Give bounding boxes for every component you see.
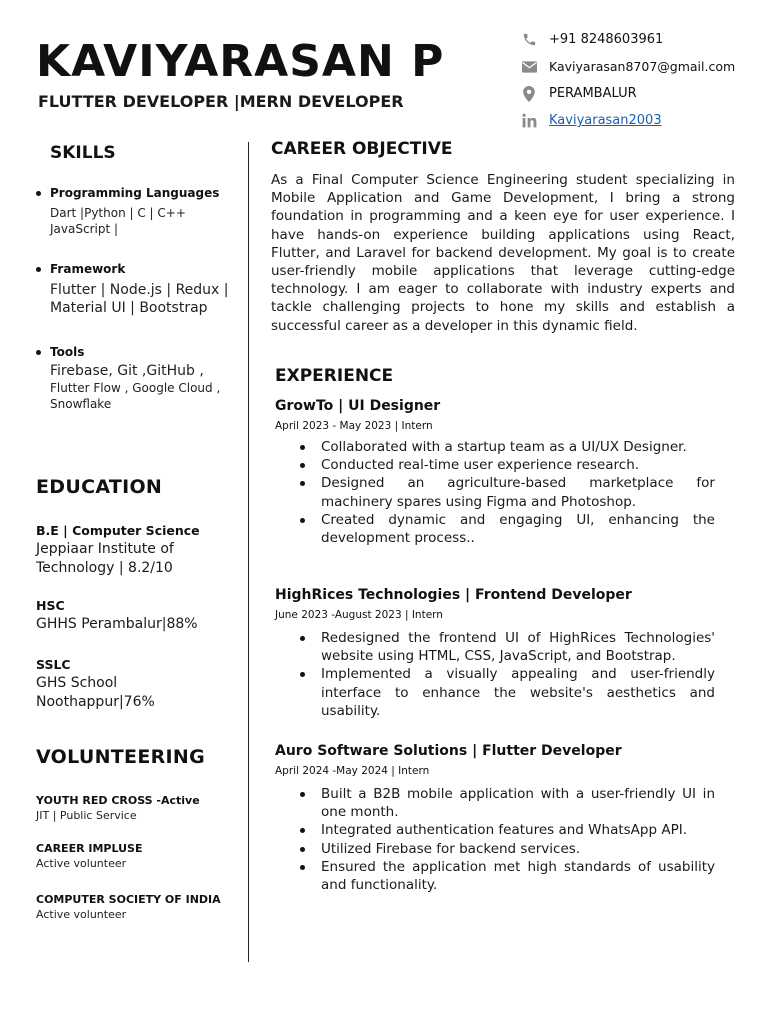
volunteering-heading: VOLUNTEERING	[36, 746, 205, 768]
job-title: GrowTo | UI Designer	[275, 398, 441, 414]
mail-icon	[520, 58, 538, 76]
candidate-subtitle: FLUTTER DEVELOPER |MERN DEVELOPER	[38, 92, 404, 111]
location-pin-icon	[520, 85, 538, 103]
contact-block	[520, 26, 760, 134]
column-divider	[248, 142, 249, 962]
skill-group-programming	[36, 186, 219, 237]
job-bullet: Redesigned the frontend UI of HighRices Technologies' website using HTML, CSS, JavaScript, and Bootstrap.	[275, 629, 715, 665]
volunteer-text: JIT | Public Service	[36, 809, 137, 822]
volunteer-label: YOUTH RED CROSS -Active	[36, 794, 200, 807]
bullet-dot	[36, 350, 41, 355]
job-bullet: Conducted real-time user experience research.	[275, 456, 715, 474]
job-bullet: Integrated authentication features and WhatsApp API.	[275, 821, 715, 839]
job-dates: June 2023 -August 2023 | Intern	[275, 609, 443, 621]
linkedin-link[interactable]: Kaviyarasan2003	[549, 113, 662, 128]
objective-text: As a Final Computer Science Engineering student specializing in Mobile Application and Game Development, I bring a strong foundation in programming and a keen eye for user experience. I have hands-on experience building applications using React, Flutter, and Laravel for backend development. My goal is to create user-friendly mobile applications that leverage cutting-edge technology. I am eager to collaborate with industry experts and tackle challenging projects to hone my skills and establish a successful career as a developer in this dynamic field.	[271, 172, 735, 334]
job-entry-growto	[275, 398, 715, 547]
job-bullet: Created dynamic and engaging UI, enhancing the development process..	[275, 511, 715, 547]
job-entry-auro	[275, 743, 715, 894]
contact-email	[520, 53, 760, 80]
job-title: HighRices Technologies | Frontend Developer	[275, 587, 632, 603]
education-line: Technology | 8.2/10	[36, 560, 173, 576]
job-bullet: Collaborated with a startup team as a UI/UX Designer.	[275, 438, 715, 456]
contact-location	[520, 80, 760, 107]
education-label: SSLC	[36, 657, 71, 672]
education-label: B.E | Computer Science	[36, 523, 200, 538]
job-dates: April 2024 -May 2024 | Intern	[275, 765, 430, 777]
education-line: Jeppiaar Institute of	[36, 541, 174, 557]
job-bullet: Built a B2B mobile application with a user-friendly UI in one month.	[275, 785, 715, 821]
linkedin-icon	[520, 112, 538, 130]
job-bullet: Ensured the application met high standards of usability and functionality.	[275, 858, 715, 894]
volunteer-text: Active volunteer	[36, 857, 127, 870]
education-line: GHHS Perambalur|88%	[36, 616, 198, 632]
education-label: HSC	[36, 598, 65, 613]
education-line: GHS School	[36, 675, 118, 691]
objective-heading: CAREER OBJECTIVE	[271, 139, 453, 159]
job-title: Auro Software Solutions | Flutter Developer	[275, 743, 622, 759]
job-bullet: Implemented a visually appealing and user-friendly interface to enhance the website's aesthetics and usability.	[275, 665, 715, 720]
skill-line: Firebase, Git ,GitHub ,	[50, 363, 204, 379]
education-item-be	[36, 523, 200, 578]
volunteer-label: CAREER IMPLUSE	[36, 842, 143, 855]
skill-group-label: Programming Languages	[36, 186, 219, 200]
volunteer-item	[36, 842, 142, 870]
job-bullets	[275, 629, 715, 720]
volunteer-label: COMPUTER SOCIETY OF INDIA	[36, 893, 221, 906]
email-address: Kaviyarasan8707@gmail.com	[549, 59, 736, 74]
job-bullet: Utilized Firebase for backend services.	[275, 840, 715, 858]
education-item-sslc	[36, 657, 155, 712]
candidate-name: KAVIYARASAN P	[36, 36, 445, 87]
skill-group-framework	[36, 262, 229, 317]
volunteer-item	[36, 893, 221, 921]
job-bullet: Designed an agriculture-based marketplace for machinery spares using Figma and Photoshop.	[275, 474, 715, 510]
education-line: Noothappur|76%	[36, 694, 155, 710]
skill-group-tools	[36, 345, 220, 412]
education-item-hsc	[36, 598, 198, 634]
skill-line: Snowflake	[50, 397, 112, 411]
bullet-dot	[36, 267, 41, 272]
job-bullets	[275, 438, 715, 547]
phone-number: +91 8248603961	[549, 32, 664, 47]
contact-phone	[520, 26, 760, 53]
volunteer-item	[36, 794, 200, 822]
volunteer-text: Active volunteer	[36, 908, 127, 921]
bullet-dot	[36, 191, 41, 196]
skill-line: Flutter | Node.js | Redux |	[50, 282, 229, 298]
skill-line: JavaScript |	[50, 222, 119, 236]
skill-group-label: Tools	[36, 345, 220, 359]
skill-line: Dart |Python | C | C++	[50, 206, 186, 220]
skill-line: Material UI | Bootstrap	[50, 300, 208, 316]
job-bullets	[275, 785, 715, 894]
education-heading: EDUCATION	[36, 476, 163, 498]
location-text: PERAMBALUR	[549, 86, 637, 101]
skill-line: Flutter Flow , Google Cloud ,	[50, 381, 221, 395]
contact-linkedin	[520, 107, 760, 134]
phone-icon	[520, 31, 538, 49]
job-dates: April 2023 - May 2023 | Intern	[275, 420, 433, 432]
job-entry-highrices	[275, 587, 715, 720]
skills-heading: SKILLS	[50, 143, 116, 163]
experience-heading: EXPERIENCE	[275, 366, 394, 386]
skill-group-label: Framework	[36, 262, 229, 276]
